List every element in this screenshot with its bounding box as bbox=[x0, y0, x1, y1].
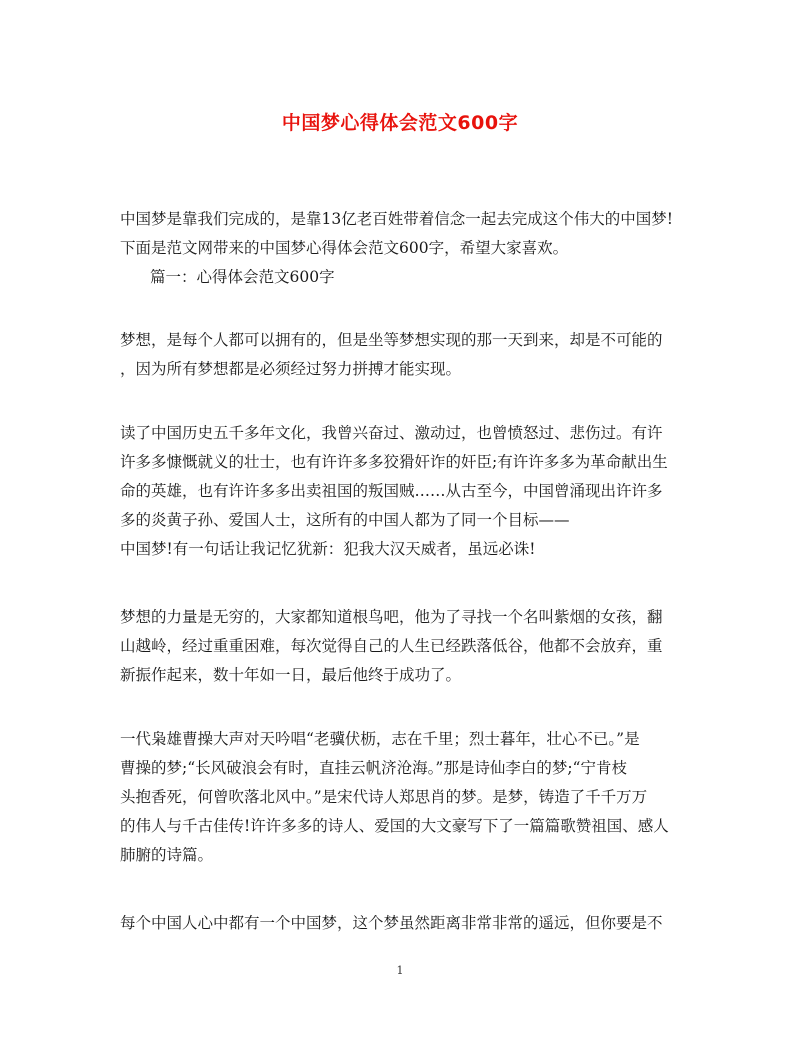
paragraph-line: 多的炎黄子孙、爱国人士，这所有的中国人都为了同一个目标—— bbox=[120, 511, 570, 529]
paragraph bbox=[120, 603, 686, 690]
paragraph-line: 新振作起来，数十年如一日，最后他终于成功了。 bbox=[120, 666, 462, 684]
paragraph-line: 的伟人与千古佳传!许许多多的诗人、爱国的大文豪写下了一篇篇歌赞祖国、感人 bbox=[120, 817, 669, 835]
paragraph-line: 中国梦!有一句话让我记忆犹新：犯我大汉天威者，虽远必诛! bbox=[120, 540, 536, 558]
paragraph-line: 梦想，是每个人都可以拥有的，但是坐等梦想实现的那一天到来，却是不可能的 bbox=[120, 331, 663, 349]
paragraph-line: 命的英雄，也有许许多多出卖祖国的叛国贼……从古至今，中国曾涌现出许许多 bbox=[120, 482, 663, 500]
paragraph-line: 一代枭雄曹操大声对天吟唱“老骥伏枥，志在千里；烈士暮年，壮心不已。”是 bbox=[120, 730, 640, 748]
paragraph bbox=[120, 419, 686, 564]
paragraph bbox=[120, 909, 686, 938]
intro-line: 中国梦是靠我们完成的，是靠13亿老百姓带着信念一起去完成这个伟大的中国梦! bbox=[120, 210, 673, 228]
paragraph bbox=[120, 326, 686, 384]
paragraph-line: 梦想的力量是无穷的，大家都知道根鸟吧，他为了寻找一个名叫紫烟的女孩，翻 bbox=[120, 608, 663, 626]
page-number: 1 bbox=[396, 964, 404, 977]
paragraph-line: 许多多慷慨就义的壮士，也有许许多多狡猾奸诈的奸臣;有许许多多为革命献出生 bbox=[120, 453, 668, 471]
paragraph-line: 肺腑的诗篇。 bbox=[120, 846, 214, 864]
section-heading: 篇一：心得体会范文600字 bbox=[150, 268, 335, 286]
paragraph-line: 读了中国历史五千多年文化，我曾兴奋过、激动过，也曾愤怒过、悲伤过。有许 bbox=[120, 424, 663, 442]
document-title: 中国梦心得体会范文600字 bbox=[281, 112, 519, 134]
paragraph-line: 每个中国人心中都有一个中国梦，这个梦虽然距离非常非常的遥远，但你要是不 bbox=[120, 914, 663, 932]
intro-block bbox=[120, 205, 686, 292]
paragraph-line: 曹操的梦;“长风破浪会有时，直挂云帆济沧海。”那是诗仙李白的梦;“宁肯枝 bbox=[120, 759, 627, 777]
paragraph-line: 头抱香死，何曾吹落北风中。”是宋代诗人郑思肖的梦。是梦，铸造了千千万万 bbox=[120, 788, 648, 806]
paragraph-line: 山越岭，经过重重困难，每次觉得自己的人生已经跌落低谷，他都不会放弃，重 bbox=[120, 637, 663, 655]
paragraph-line: ，因为所有梦想都是必须经过努力拼搏才能实现。 bbox=[120, 360, 462, 378]
paragraph bbox=[120, 725, 686, 870]
intro-line: 下面是范文网带来的中国梦心得体会范文600字，希望大家喜欢。 bbox=[120, 239, 569, 257]
